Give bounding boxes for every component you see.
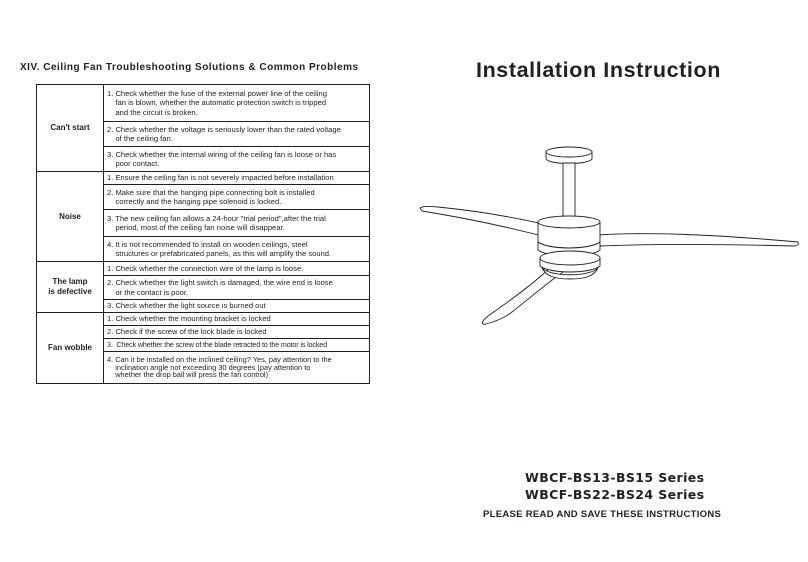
series-model-line-2: WBCF-BS22-BS24 Series <box>525 487 705 502</box>
section-title: XIV. Ceiling Fan Troubleshooting Solutions & Common Problems <box>20 62 359 73</box>
solution-cell: 1. Check whether the fuse of the external power line of the ceiling fan is blown, whether the automatic protection switch is tripped and the circuit is broken. <box>104 85 370 122</box>
canopy <box>546 147 592 164</box>
blade-right <box>598 234 798 246</box>
solution-cell: 2. Check whether the light switch is damaged, the wire end is loose or the contact is poor. <box>104 276 370 300</box>
solution-cell: 1. Check whether the connection wire of the lamp is loose. <box>104 262 370 276</box>
table-row <box>37 85 370 122</box>
main-title: Installation Instruction <box>476 58 721 82</box>
solution-cell: 3. The new ceiling fan allows a 24-hour "trial period",after the trial period, most of the ceiling fan noise will disappear. <box>104 210 370 237</box>
solution-cell: 4. Can it be installed on the inclined ceiling? Yes, pay attention to the inclination angle not exceeding 30 degrees (pay attention to whether the drop ball will press the fan control) <box>104 352 370 384</box>
solution-cell: 4. It is not recommended to install on wooden ceilings, steel structures or prefabricated panels, as this will amplify the sound. <box>104 237 370 262</box>
motor-housing <box>538 216 600 256</box>
table-row <box>37 172 370 185</box>
solution-cell: 3. Check whether the screw of the blade retracted to the motor is locked <box>104 339 370 352</box>
solution-cell: 2. Check whether the voltage is seriously lower than the rated voltage of the ceiling fan. <box>104 122 370 147</box>
troubleshooting-table <box>36 84 370 384</box>
category-fan-wobble: Fan wobble <box>37 313 104 384</box>
table-row <box>37 313 370 326</box>
solution-cell: 3. Check whether the internal wiring of the ceiling fan is loose or has poor contact. <box>104 147 370 172</box>
solution-cell: 3. Check whether the light source is burned out <box>104 300 370 313</box>
ceiling-fan-illustration <box>418 140 800 330</box>
solution-cell: 2. Check if the screw of the lock blade is locked <box>104 326 370 339</box>
read-save-notice: PLEASE READ AND SAVE THESE INSTRUCTIONS <box>483 509 722 520</box>
series-model-line-1: WBCF-BS13-BS15 Series <box>525 470 705 485</box>
category-lamp-defective: The lamp is defective <box>37 262 104 313</box>
category-noise: Noise <box>37 172 104 262</box>
solution-cell: 1. Ensure the ceiling fan is not severely impacted before installation <box>104 172 370 185</box>
solution-cell: 1. Check whether the mounting bracket is locked <box>104 313 370 326</box>
light-kit <box>540 251 600 279</box>
downrod <box>563 163 575 218</box>
table-row <box>37 262 370 276</box>
category-cant-start: Can't start <box>37 85 104 172</box>
solution-cell: 2. Make sure that the hanging pipe connecting bolt is installed correctly and the hanging pipe solenoid is locked. <box>104 185 370 210</box>
